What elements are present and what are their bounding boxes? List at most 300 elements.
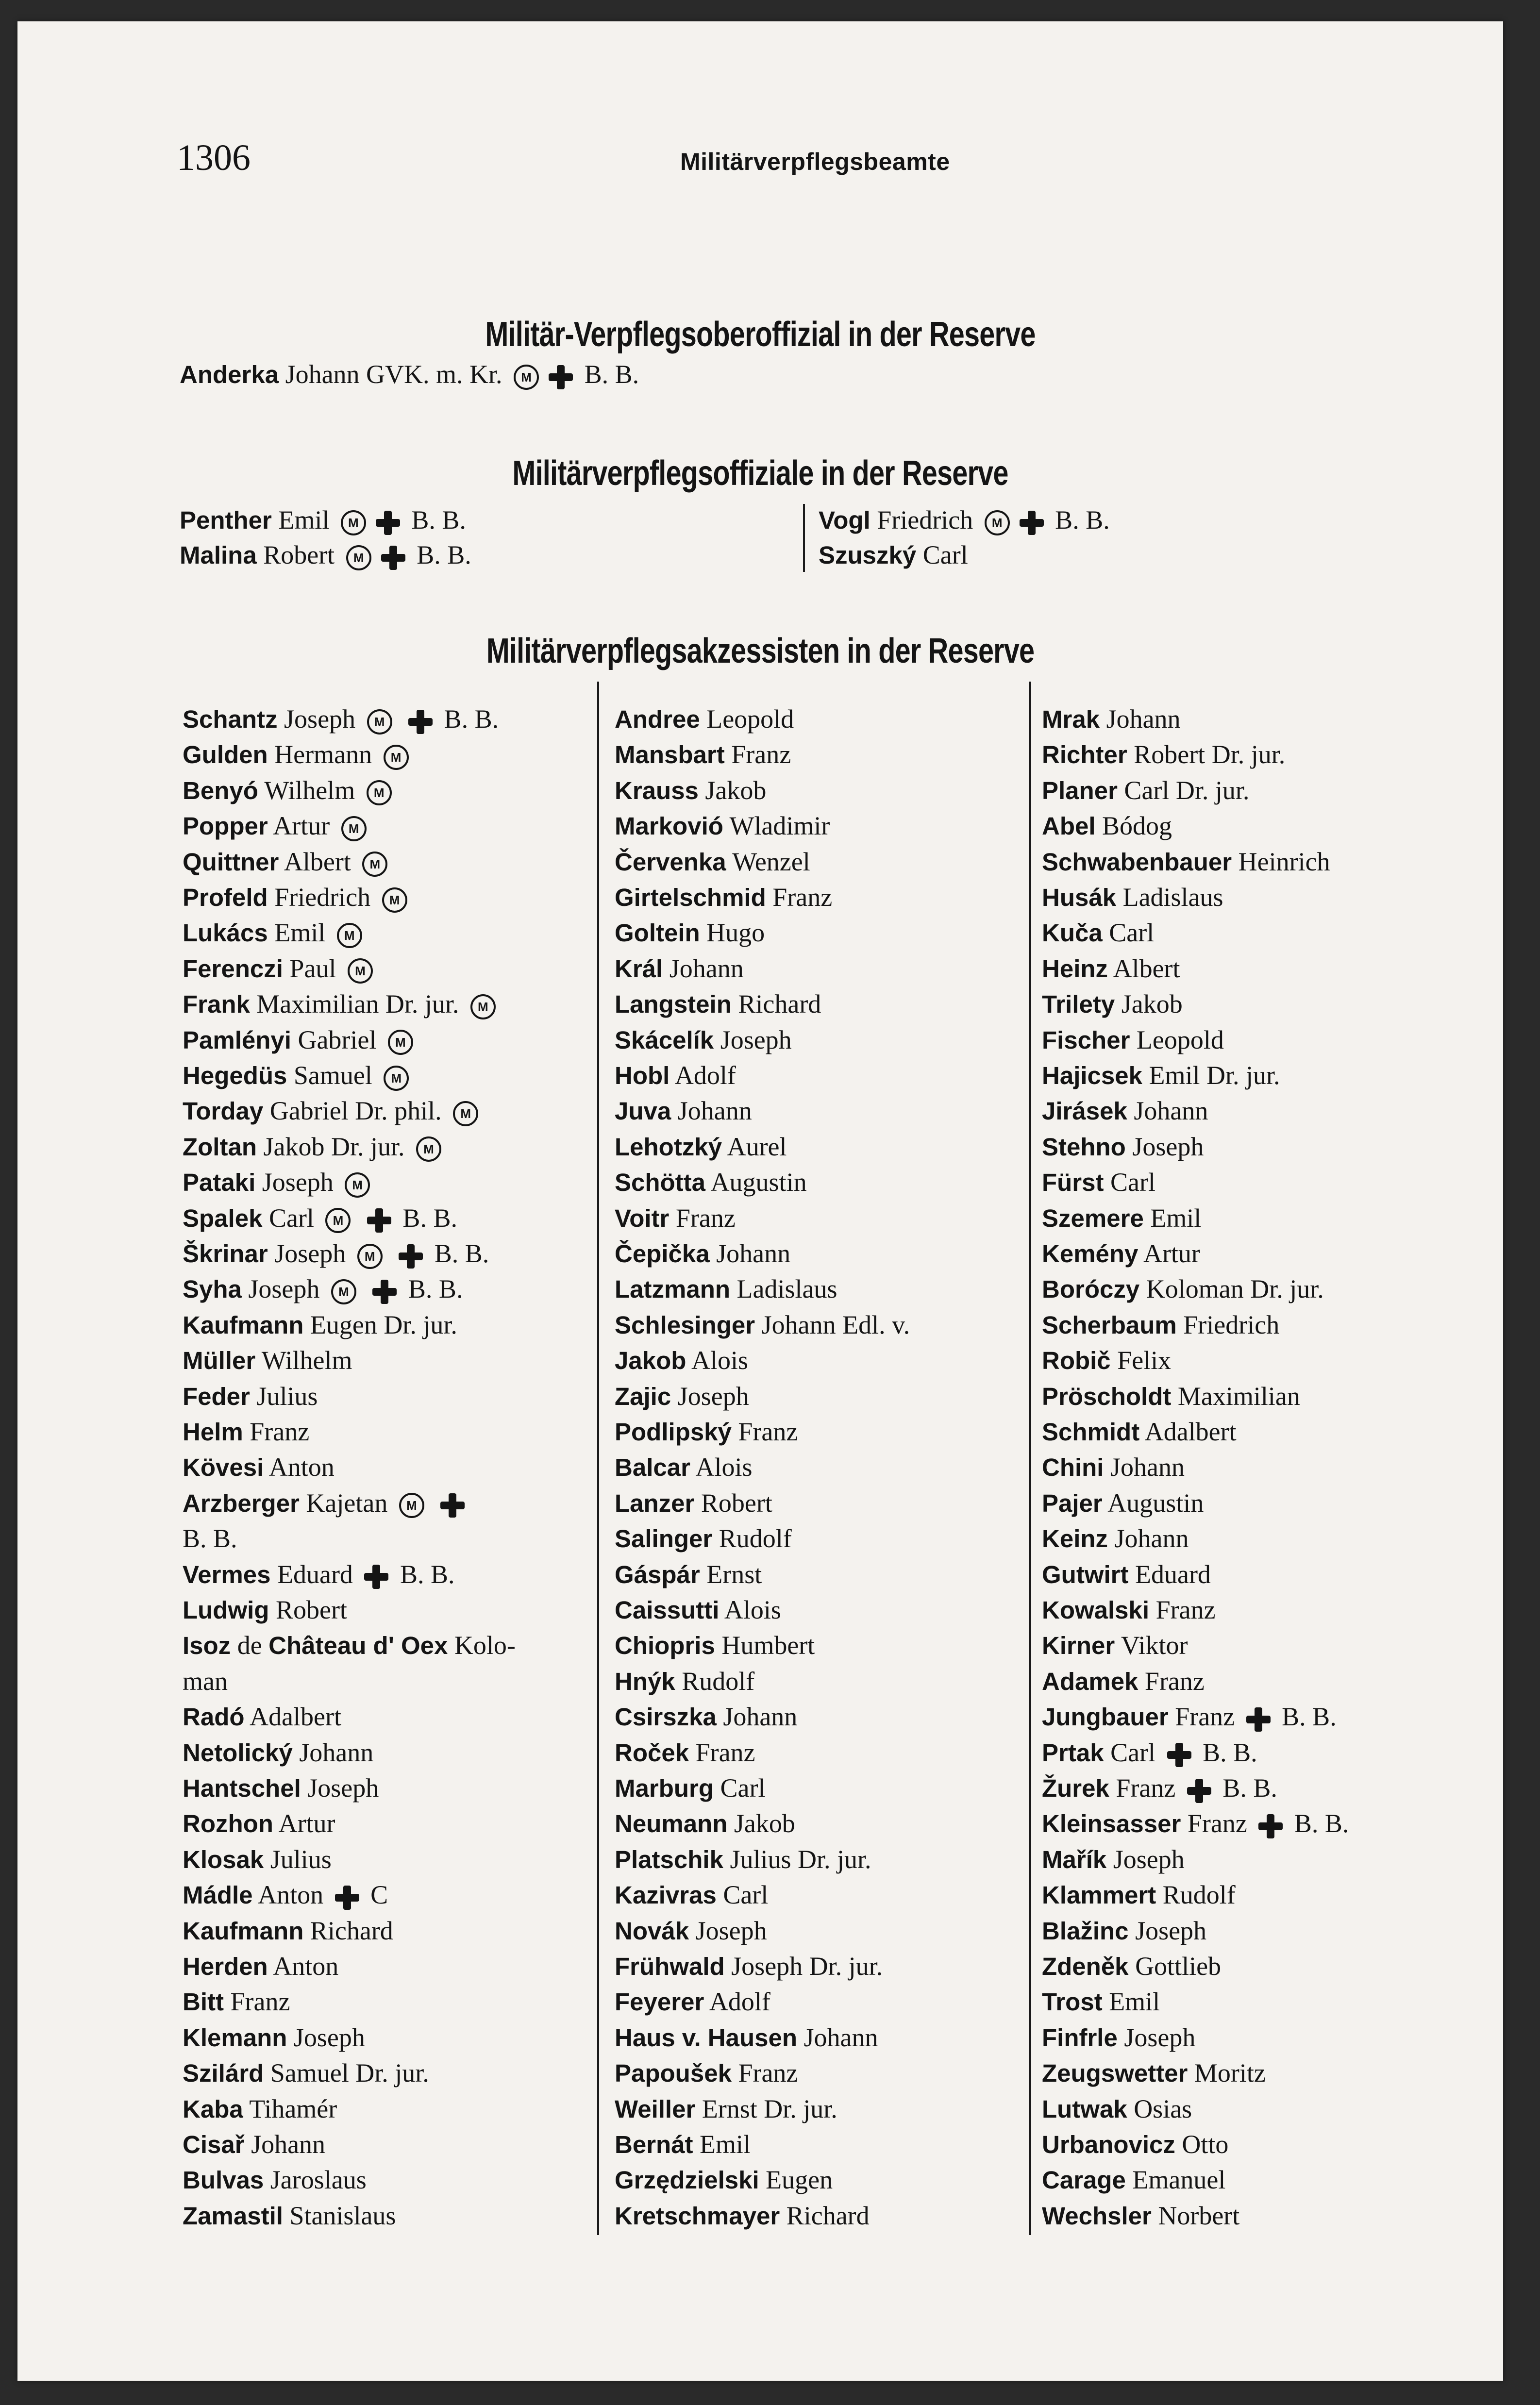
name-entry: [615, 2022, 878, 2053]
entry-given: Franz: [230, 1987, 290, 2017]
entry-surname: Trost: [1042, 1988, 1103, 2016]
entry-surname: Kaufmann: [183, 1917, 304, 1945]
m-badge-icon: M: [341, 816, 367, 841]
entry-surname: Kretschmayer: [615, 2202, 780, 2230]
entry-given: Jakob: [1121, 989, 1183, 1019]
entry-given: Leopold: [1136, 1025, 1224, 1054]
name-entry: [615, 918, 765, 948]
entry-surname: Szemere: [1042, 1204, 1144, 1232]
entry-given: Osias: [1134, 2094, 1192, 2123]
name-entry: [615, 2165, 833, 2195]
entry-surname: Feyerer: [615, 1988, 704, 2016]
name-entry: [183, 1808, 335, 1838]
entry-oberoffizial: [180, 361, 639, 390]
entry-given: Emil: [278, 505, 330, 534]
name-entry: [1042, 2094, 1192, 2124]
name-entry: [183, 1060, 414, 1091]
entry-given: Franz: [738, 1417, 798, 1446]
cross-icon: [367, 1208, 391, 1233]
cross-icon: [1167, 1743, 1191, 1767]
entry-given: Emanuel: [1132, 2165, 1226, 2195]
entry-given: Maximilian: [1177, 1381, 1300, 1411]
entry-given: Franz: [1155, 1595, 1216, 1624]
name-entry: [1042, 2058, 1266, 2088]
name-entry: [183, 989, 501, 1019]
entry-surname: Roček: [615, 1738, 689, 1767]
entry-surname: Jirásek: [1042, 1097, 1127, 1125]
entry-surname: Goltein: [615, 919, 700, 947]
entry-surname: Stehno: [1042, 1133, 1126, 1161]
entry-surname: Hnýk: [615, 1667, 675, 1695]
entry-surname: Zamastil: [183, 2202, 283, 2230]
entry-surname: Juva: [615, 1097, 671, 1125]
entry-given: Johann GVK. m. Kr.: [285, 360, 502, 389]
entry-given: Emil Dr. jur.: [1149, 1061, 1280, 1090]
name-entry: [1042, 1488, 1204, 1518]
name-entry: [615, 2094, 837, 2124]
entry-given: Johann: [1134, 1096, 1208, 1126]
name-entry: [615, 1808, 795, 1838]
entry-given: Augustin: [710, 1168, 807, 1197]
entry-surname: Grzędzielski: [615, 2166, 759, 2194]
entry-given: Norbert: [1158, 2201, 1240, 2230]
cross-icon: [364, 1565, 388, 1589]
name-entry: [1042, 1559, 1211, 1589]
section-title-offiziale: Militärverpflegsoffiziale in der Reserve: [512, 454, 1008, 493]
entry-suffix: B. B.: [411, 505, 466, 534]
name-entry: [183, 882, 412, 913]
name-entry: [183, 1844, 332, 1874]
entry-surname: Zdeněk: [1042, 1953, 1129, 1980]
entry-given: Friedrich: [877, 505, 973, 534]
entry-surname: Lukács: [183, 919, 268, 947]
name-entry: [1042, 1238, 1200, 1269]
entry-given: Joseph: [695, 1916, 767, 1945]
name-entry: [1042, 1844, 1185, 1874]
entry-given: Friedrich: [274, 883, 371, 912]
entry-given: Wilhelm: [261, 1346, 352, 1375]
entry-surname: Skácelík: [615, 1026, 714, 1054]
entry-given: Johann Edl. v.: [761, 1310, 910, 1339]
name-entry: [1042, 704, 1181, 734]
name-entry: [615, 1523, 792, 1553]
entry-given: Franz: [738, 2058, 798, 2088]
entry-suffix: B. B.: [1222, 1773, 1277, 1803]
entry-surname: Trilety: [1042, 990, 1115, 1019]
entry-given: Hugo: [706, 918, 765, 948]
entry-surname: Vermes: [183, 1560, 271, 1588]
cross-icon: [440, 1493, 465, 1518]
entry-given: Carl: [1110, 1168, 1155, 1197]
entry-surname: Fischer: [1042, 1026, 1130, 1054]
name-entry: [183, 2094, 337, 2124]
entry-surname: Krauss: [615, 776, 699, 804]
m-badge-icon: M: [345, 1172, 370, 1198]
name-entry: [1042, 1310, 1279, 1340]
name-entry: [615, 811, 830, 841]
entry-given: man: [183, 1666, 228, 1696]
entry-given: Ernst: [706, 1559, 762, 1589]
name-entry: [615, 1025, 792, 1055]
entry-given: de: [237, 1631, 262, 1660]
entry-given: Eduard: [1135, 1559, 1211, 1589]
entry-surname: Pajer: [1042, 1489, 1103, 1517]
name-entry: [1042, 1595, 1216, 1625]
entry-given: Adalbert: [1144, 1417, 1237, 1446]
m-badge-icon: M: [367, 709, 392, 735]
entry-surname: Bernát: [615, 2131, 693, 2158]
entry-given: Wilhelm: [264, 775, 355, 805]
m-badge-icon: M: [399, 1493, 424, 1518]
name-entry: [1042, 989, 1183, 1019]
entry-offiziale: [819, 507, 1110, 535]
entry-surname: Pamlényi: [183, 1026, 291, 1054]
entry-surname: Girtelschmid: [615, 884, 766, 911]
entry-surname: Cisař: [183, 2131, 245, 2158]
name-entry: [615, 1987, 770, 2017]
name-entry: [1042, 1345, 1171, 1375]
entry-given: Franz: [731, 740, 791, 769]
name-entry: [183, 2022, 365, 2053]
name-entry: [615, 1630, 815, 1660]
entry-surname: Podlipský: [615, 1418, 732, 1446]
entry-given: Rudolf: [1162, 1880, 1236, 1910]
entry-surname: Vogl: [819, 506, 870, 534]
entry-given: Artur: [278, 1809, 335, 1838]
entry-given: Johann: [1110, 1453, 1185, 1482]
entry-surname: Mádle: [183, 1881, 253, 1909]
entry-suffix: B. B.: [400, 1559, 455, 1589]
entry-given: Alois: [724, 1595, 781, 1624]
entry-given: Anton: [258, 1880, 324, 1910]
entry-given: Joseph: [1132, 1132, 1204, 1161]
entry-given: Jakob: [705, 775, 767, 805]
name-entry: [615, 1096, 752, 1126]
entry-surname: Schwabenbauer: [1042, 848, 1232, 876]
entry-given: Joseph: [284, 704, 356, 734]
name-entry: [1042, 1060, 1280, 1090]
entry-offiziale: [180, 507, 466, 535]
entry-surname: Isoz: [183, 1632, 231, 1660]
name-entry: [615, 1132, 787, 1162]
name-entry: [183, 1773, 379, 1803]
m-badge-icon: M: [346, 545, 371, 570]
name-entry: [615, 882, 832, 912]
name-entry: [183, 1630, 516, 1660]
entry-surname: Voitr: [615, 1204, 670, 1232]
entry-suffix: B. B.: [402, 1203, 457, 1233]
m-badge-icon: M: [348, 958, 373, 984]
name-entry: [183, 739, 414, 770]
name-entry: [615, 775, 766, 805]
name-entry: [183, 1132, 446, 1162]
cross-icon: [372, 1280, 397, 1304]
entry-given: Eduard: [277, 1559, 353, 1589]
entry-given: Albert: [284, 847, 351, 876]
entry-surname: Zajic: [615, 1382, 671, 1410]
entry-given: Artur: [1143, 1239, 1200, 1268]
entry-suffix: B. B.: [1282, 1702, 1337, 1732]
cross-icon: [399, 1244, 423, 1269]
column-divider: [803, 504, 805, 572]
name-entry: [183, 1238, 489, 1269]
name-entry: [1042, 1167, 1155, 1197]
entry-surname: Finfrle: [1042, 2023, 1118, 2052]
entry-given: Hermann: [274, 740, 372, 769]
name-entry: [183, 953, 378, 984]
entry-given: Johann: [803, 2022, 878, 2052]
name-entry: [615, 1880, 768, 1910]
entry-surname: Boróczy: [1042, 1275, 1140, 1303]
m-badge-icon: M: [453, 1101, 478, 1126]
name-entry: [183, 1274, 463, 1304]
entry-surname: Kaufmann: [183, 1311, 304, 1339]
entry-surname: Arzberger: [183, 1489, 300, 1517]
entry-given: Joseph: [293, 2022, 365, 2052]
name-entry: [1042, 1987, 1160, 2017]
entry-given: Franz: [1187, 1809, 1247, 1838]
name-entry: [183, 1916, 393, 1946]
name-entry: [183, 1381, 318, 1411]
entry-given: Albert: [1113, 953, 1180, 983]
section-title-akzessisten: Militärverpflegsakzessisten in der Reserve: [486, 632, 1035, 670]
cross-icon: [1258, 1814, 1283, 1838]
name-entry: [615, 1844, 871, 1874]
name-entry: [183, 1951, 338, 1981]
entry-given: Joseph: [1135, 1916, 1207, 1945]
entry-surname: Kuča: [1042, 919, 1103, 947]
entry-given: Augustin: [1107, 1488, 1204, 1518]
entry-surname: Škrinar: [183, 1240, 268, 1268]
name-entry: [1042, 1702, 1337, 1732]
entry-surname: Langstein: [615, 990, 732, 1019]
entry-surname: Spalek: [183, 1204, 263, 1232]
entry-given: Joseph: [307, 1773, 379, 1803]
name-entry: [615, 953, 744, 984]
entry-surname: Schmidt: [1042, 1418, 1140, 1446]
name-entry: [1042, 775, 1249, 805]
name-entry: [1042, 1808, 1349, 1838]
name-entry: [1042, 1274, 1324, 1304]
entry-surname: Wechsler: [1042, 2202, 1152, 2230]
entry-surname: Kemény: [1042, 1240, 1138, 1268]
entry-given: Johann: [677, 1096, 752, 1126]
entry-surname: Chini: [1042, 1453, 1104, 1482]
entry-surname: Müller: [183, 1347, 256, 1375]
name-entry: [183, 1737, 373, 1768]
book-page: [17, 21, 1503, 2381]
entry-surname: Profeld: [183, 884, 268, 911]
name-entry: [615, 1167, 807, 1197]
entry-surname: Salinger: [615, 1525, 713, 1553]
entry-surname: Blažinc: [1042, 1917, 1129, 1945]
entry-surname: Herden: [183, 1953, 268, 1980]
entry-given: Robert Dr. jur.: [1134, 740, 1286, 769]
name-entry: [183, 1595, 347, 1625]
entry-given: Paul: [289, 953, 336, 983]
cross-icon: [549, 365, 573, 389]
name-entry: [1042, 1523, 1189, 1553]
entry-surname: Gáspár: [615, 1560, 700, 1588]
name-entry: [183, 1702, 341, 1732]
entry-surname: Radó: [183, 1703, 245, 1731]
name-entry: [615, 1559, 762, 1589]
entry-surname: Kaba: [183, 2095, 243, 2123]
name-entry: [615, 1345, 748, 1375]
entry-surname: Klosak: [183, 1845, 264, 1873]
entry-surname: Weiller: [615, 2095, 696, 2123]
entry-suffix: B. B.: [1294, 1809, 1349, 1838]
name-entry: [1042, 739, 1285, 769]
name-entry: [183, 1880, 388, 1910]
entry-surname: Markovió: [615, 812, 723, 840]
entry-given: Carl: [720, 1773, 766, 1803]
entry-surname: Schlesinger: [615, 1311, 755, 1339]
entry-surname: Jakob: [615, 1347, 686, 1375]
entry-given: B. B.: [183, 1524, 237, 1553]
entry-surname: Ferenczi: [183, 954, 283, 983]
entry-surname: Chiopris: [615, 1632, 715, 1660]
name-entry: [615, 2129, 751, 2159]
column-divider: [597, 682, 599, 2235]
entry-suffix: B. B.: [444, 704, 499, 734]
entry-given: Carl: [1110, 1737, 1156, 1767]
name-entry: [1042, 918, 1154, 948]
entry-surname: Haus v. Hausen: [615, 2023, 798, 2052]
entry-given: Kolo-: [454, 1631, 516, 1660]
entry-given: Viktor: [1121, 1631, 1188, 1660]
m-badge-icon: M: [382, 887, 407, 913]
entry-given: Johann: [251, 2130, 326, 2159]
entry-surname: Feder: [183, 1382, 250, 1410]
entry-given: Anton: [268, 1453, 335, 1482]
entry-given: Joseph: [274, 1239, 346, 1268]
entry-given: Julius: [256, 1381, 318, 1411]
m-badge-icon: M: [384, 745, 409, 770]
name-entry: [1042, 2022, 1195, 2053]
entry-suffix: B. B.: [408, 1274, 463, 1304]
m-badge-icon: M: [470, 994, 496, 1019]
name-entry: [183, 847, 392, 877]
entry-offiziale: [180, 542, 471, 570]
name-entry: [1042, 1381, 1300, 1411]
entry-surname: Schötta: [615, 1169, 706, 1197]
entry-surname: Balcar: [615, 1453, 690, 1482]
entry-given: Samuel Dr. jur.: [270, 2058, 429, 2088]
entry-given: Joseph: [248, 1274, 320, 1304]
m-badge-icon: M: [331, 1279, 356, 1304]
entry-given: Carl: [723, 1880, 769, 1910]
entry-given: Ladislaus: [737, 1274, 837, 1304]
name-entry: [183, 1417, 309, 1447]
entry-surname: Bulvas: [183, 2166, 264, 2194]
name-entry: [1042, 1880, 1236, 1910]
m-badge-icon: M: [362, 852, 387, 877]
name-entry: [183, 1559, 454, 1589]
entry-surname: Gutwirt: [1042, 1560, 1129, 1588]
entry-surname: Caissutti: [615, 1596, 720, 1624]
entry-given: Johann: [716, 1239, 791, 1268]
entry-given: Joseph: [262, 1168, 334, 1197]
entry-surname: Hantschel: [183, 1774, 301, 1802]
name-entry: [183, 1987, 290, 2017]
entry-given: Rudolf: [719, 1524, 792, 1553]
name-entry: [183, 2165, 367, 2195]
cross-icon: [408, 710, 433, 734]
entry-given: Robert: [263, 540, 335, 569]
entry-surname: Csirszka: [615, 1703, 717, 1731]
entry-given: Franz: [1175, 1702, 1235, 1732]
name-entry: [615, 847, 810, 877]
entry-given: Ladislaus: [1122, 883, 1223, 912]
entry-surname: Adamek: [1042, 1667, 1138, 1695]
name-entry: [183, 2201, 396, 2231]
name-entry: [615, 2058, 798, 2088]
entry-surname: Robič: [1042, 1347, 1111, 1375]
name-entry: [183, 1203, 457, 1234]
entry-surname: Rozhon: [183, 1810, 273, 1838]
entry-surname: Hegedüs: [183, 1062, 287, 1089]
page-number: 1306: [177, 137, 251, 178]
name-entry: [615, 739, 791, 769]
m-badge-icon: M: [514, 365, 539, 390]
name-entry: [183, 1310, 457, 1340]
name-entry: [183, 1167, 375, 1198]
entry-given: Rudolf: [682, 1666, 755, 1696]
entry-given: Gottlieb: [1135, 1952, 1222, 1981]
entry-given: Julius Dr. jur.: [730, 1844, 871, 1874]
entry-surname: Château d' Oex: [268, 1632, 448, 1660]
m-badge-icon: M: [325, 1208, 351, 1233]
entry-given: Bódog: [1102, 811, 1172, 841]
entry-given: Kajetan: [306, 1488, 388, 1518]
entry-surname: Kövesi: [183, 1453, 264, 1482]
name-entry: [183, 704, 499, 735]
cross-icon: [335, 1886, 359, 1910]
entry-surname: Kowalski: [1042, 1596, 1150, 1624]
entry-suffix: B. B.: [1203, 1737, 1257, 1767]
entry-suffix: C: [370, 1880, 388, 1910]
entry-surname: Zoltan: [183, 1133, 257, 1161]
entry-given: Leopold: [706, 704, 794, 734]
name-entry: [615, 1238, 790, 1269]
name-entry: [1042, 1666, 1205, 1696]
entry-surname: Hobl: [615, 1062, 670, 1089]
m-badge-icon: M: [416, 1136, 441, 1162]
entry-given: Heinrich: [1238, 847, 1330, 876]
entry-surname: Klemann: [183, 2023, 287, 2052]
entry-surname: Jungbauer: [1042, 1703, 1169, 1731]
name-entry: [1042, 1630, 1188, 1660]
column-divider: [1029, 682, 1031, 2235]
entry-given: Alois: [695, 1453, 753, 1482]
name-entry: [615, 704, 794, 734]
entry-given: Carl: [268, 1203, 314, 1233]
entry-given: Joseph: [1113, 1844, 1185, 1874]
entry-given: Franz: [250, 1417, 310, 1446]
entry-surname: Frühwald: [615, 1953, 725, 1980]
entry-surname: Torday: [183, 1097, 264, 1125]
entry-given: Emil: [1109, 1987, 1160, 2017]
entry-surname: Syha: [183, 1275, 242, 1303]
entry-suffix: B. B.: [434, 1239, 489, 1268]
entry-surname: Fürst: [1042, 1169, 1104, 1197]
entry-surname: Szuszký: [819, 541, 917, 569]
cross-icon: [1020, 511, 1044, 535]
entry-given: Eugen: [766, 2165, 833, 2195]
name-entry: [1042, 847, 1330, 877]
name-entry: [1042, 1132, 1204, 1162]
